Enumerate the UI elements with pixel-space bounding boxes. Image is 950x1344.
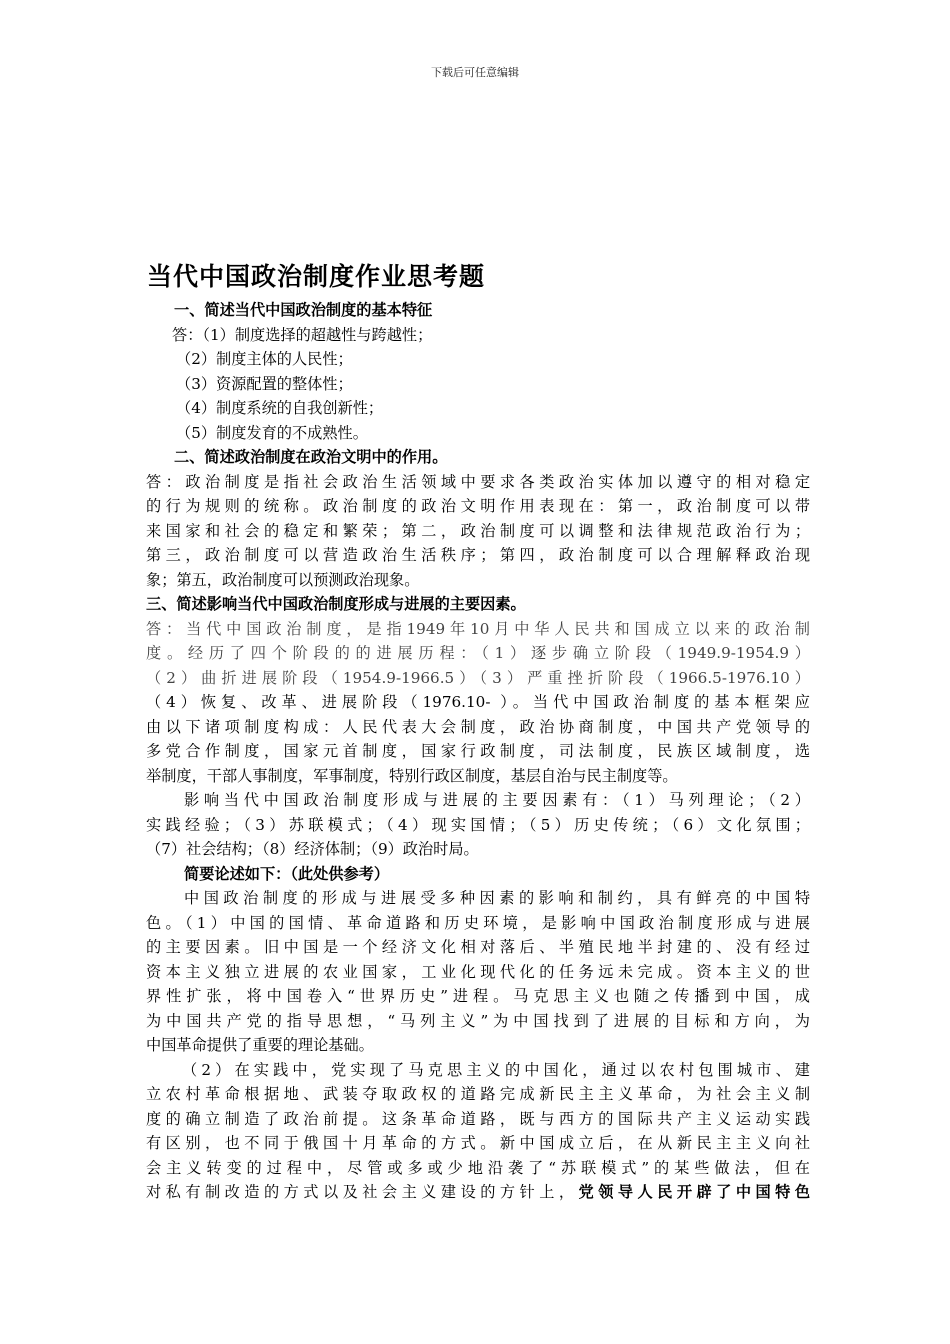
line-text: 会主义转变的过程中，尽管或多或少地沿袭了“苏联模式”的某些做法，但在	[146, 1158, 810, 1177]
text-line	[146, 666, 810, 691]
section-heading	[146, 445, 810, 470]
text-line	[146, 519, 810, 544]
line-bold-text: 党领导人民开辟了中国特色	[578, 1183, 811, 1201]
line-text: 答：政治制度是指社会政治生活领域中要求各类政治实体加以遵守的相对稳定	[146, 472, 810, 491]
text-line	[146, 764, 810, 789]
line-text: （4）制度系统的自我创新性；	[176, 399, 384, 417]
text-line	[146, 1180, 810, 1205]
text-line	[146, 421, 810, 446]
line-text: 举制度，干部人事制度，军事制度，特别行政区制度，基层自治与民主制度等。	[146, 766, 678, 785]
line-text: 立农村革命根据地、武装夺取政权的道路完成新民主主义革命，为社会主义制	[146, 1085, 810, 1103]
text-line	[146, 690, 810, 715]
text-line	[146, 617, 810, 642]
text-line	[146, 1033, 810, 1058]
line-text: （2）制度主体的人民性；	[176, 350, 353, 368]
line-text: 来国家和社会的稳定和繁荣；第二，政治制度可以调整和法律规范政治行为；	[146, 521, 810, 540]
line-text: （3）资源配置的整体性；	[176, 374, 353, 393]
line-text: 为中国共产党的指导思想，“马列主义”为中国找到了进展的目标和方向，为	[146, 1011, 810, 1030]
line-text: 界性扩张，将中国卷入“世界历史”进程。马克思主义也随之传播到中国，成	[146, 987, 810, 1005]
line-text: （2）曲折进展阶段（1954.9-1966.5）（3）严重挫折阶段（1966.5-1976.10）	[146, 668, 810, 687]
line-text: 由以下诸项制度构成：人民代表大会制度，政治协商制度，中国共产党领导的	[146, 717, 810, 736]
text-line	[146, 886, 810, 911]
text-line	[146, 715, 810, 740]
line-text: （5）制度发育的不成熟性。	[176, 423, 368, 442]
line-text: 简要论述如下：（此处供参考）	[184, 864, 390, 883]
line-text: 象；第五，政治制度可以预测政治现象。	[146, 570, 420, 589]
text-line	[146, 494, 810, 519]
text-line	[146, 1082, 810, 1107]
line-text: 答：（1）制度选择的超越性与跨越性；	[172, 325, 433, 344]
section-heading	[146, 862, 810, 887]
line-text: 影响当代中国政治制度形成与进展的主要因素有：（1）马列理论；（2）	[184, 791, 810, 809]
text-line	[146, 935, 810, 960]
line-text: 对私有制改造的方式以及社会主义建设的方针上，	[146, 1183, 579, 1201]
text-line	[146, 1131, 810, 1156]
line-text: 度。经历了四个阶段的的进展历程：（1）逐步确立阶段（1949.9-1954.9）	[146, 644, 810, 662]
line-text: 多党合作制度，国家元首制度，国家行政制度，司法制度，民族区域制度，选	[146, 742, 810, 760]
text-line	[146, 788, 810, 813]
text-line	[146, 739, 810, 764]
text-line	[146, 1058, 810, 1083]
text-line	[146, 396, 810, 421]
line-text: 第三，政治制度可以营造政治生活秩序；第四，政治制度可以合理解释政治现	[146, 546, 810, 564]
text-line	[146, 1107, 810, 1132]
text-line	[146, 568, 810, 593]
page-header: 下载后可任意编辑	[431, 66, 519, 79]
line-text: 的主要因素。旧中国是一个经济文化相对落后、半殖民地半封建的、没有经过	[146, 938, 810, 956]
page-title: 当代中国政治制度作业思考题	[147, 262, 486, 291]
text-line	[146, 323, 810, 348]
text-line	[146, 347, 810, 372]
text-line	[146, 1009, 810, 1034]
text-line	[146, 813, 810, 838]
line-text: 色。（1）中国的国情、革命道路和历史环境，是影响中国政治制度形成与进展	[146, 913, 810, 932]
text-line	[146, 911, 810, 936]
line-text: 资本主义独立进展的农业国家，工业化现代化的任务远未完成。资本主义的世	[146, 962, 810, 981]
text-line	[146, 372, 810, 397]
line-text: 答：当代中国政治制度，是指1949年10月中华人民共和国成立以来的政治制	[146, 619, 810, 638]
line-text: 有区别，也不同于俄国十月革命的方式。新中国成立后，在从新民主主义向社	[146, 1134, 810, 1152]
text-line	[146, 960, 810, 985]
text-line	[146, 543, 810, 568]
text-line	[146, 641, 810, 666]
line-text: 实践经验；（3）苏联模式；（4）现实国情；（5）历史传统；（6）文化氛围；	[146, 815, 810, 834]
section-heading	[146, 592, 810, 617]
line-text: （7）社会结构；（8）经济体制；（9）政治时局。	[146, 840, 479, 858]
line-text: 中国政治制度的形成与进展受多种因素的影响和制约，具有鲜亮的中国特	[184, 889, 810, 907]
line-text: 度的确立制造了政治前提。这条革命道路，既与西方的国际共产主义运动实践	[146, 1109, 810, 1128]
text-line	[146, 837, 810, 862]
section-heading	[146, 298, 810, 323]
line-text: 中国革命提供了重要的理论基础。	[146, 1036, 374, 1054]
line-text: 的行为规则的统称。政治制度的政治文明作用表现在：第一，政治制度可以带	[146, 497, 810, 515]
line-text: 三、简述影响当代中国政治制度形成与进展的主要因素。	[146, 595, 526, 613]
line-text: 一、简述当代中国政治制度的基本特征	[174, 301, 433, 319]
text-line	[146, 470, 810, 495]
line-text: （2）在实践中，党实现了马克思主义的中国化，通过以农村包围城市、建	[182, 1060, 810, 1079]
line-text: （4）恢复、改革、进展阶段（1976.10- ）。当代中国政治制度的基本框架应	[146, 693, 810, 711]
text-line	[146, 984, 810, 1009]
document-body	[146, 298, 810, 1205]
text-line	[146, 1156, 810, 1181]
line-text: 二、简述政治制度在政治文明中的作用。	[174, 448, 448, 466]
